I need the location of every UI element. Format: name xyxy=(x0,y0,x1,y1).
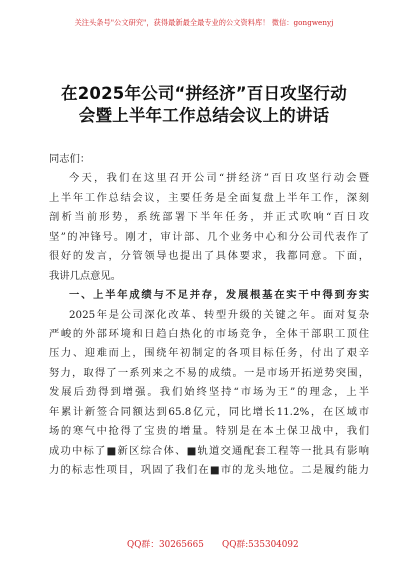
paragraph-2-line: 成功中标了■新区综合体、■轨道交通配套工程等一批具有影响 xyxy=(49,444,369,457)
document-body xyxy=(49,150,369,480)
footer-qq-group-2: QQ群:535304092 xyxy=(222,540,299,550)
document-title-line-2: 会暨上半年工作总结会议上的讲话 xyxy=(78,106,330,125)
top-banner: 关注头条号"公文研究"，获得最新最全最专业的公文资料库！ 微信：gongwenyj xyxy=(74,18,334,27)
paragraph-1-line: 我讲几点意见。 xyxy=(49,269,122,282)
section-heading-1: 一、上半年成绩与不足并存，发展根基在实干中得到夯实 xyxy=(69,289,369,302)
paragraph-2-line: 场的寒气中抢得了宝贵的增量。特别是在本土保卫战中，我们 xyxy=(49,425,369,438)
paragraph-2-line: 发展后劲得到增强。我们始终坚持“市场为王”的理念，上半 xyxy=(49,386,369,399)
footer-qq-group-1: QQ群：30265665 xyxy=(127,540,204,550)
paragraph-1-line: 很好的发言，分管领导也提出了具体要求，我都同意。下面， xyxy=(49,250,369,263)
paragraph-1-line: 今天，我们在这里召开公司“拼经济”百日攻坚行动会暨 xyxy=(69,172,369,185)
paragraph-2-line: 压力、迎难而上，围绕年初制定的各项目标任务，付出了艰辛 xyxy=(49,347,369,360)
paragraph-1-line: 上半年工作总结会议，主要任务是全面复盘上半年工作，深刻 xyxy=(49,191,369,204)
paragraph-2-line: 2025年是公司深化改革、转型升级的关键之年。面对复杂 xyxy=(69,308,369,321)
paragraph-2-line: 年累计新签合同额达到65.8亿元，同比增长11.2%，在区域市 xyxy=(49,405,369,418)
paragraph-2-line: 严峻的外部环境和日趋白热化的市场竞争，全体干部职工顶住 xyxy=(49,327,369,340)
paragraph-2-line: 力的标志性项目，巩固了我们在■市的龙头地位。二是履约能力 xyxy=(49,464,369,476)
paragraph-2-line: 努力，取得了一系列来之不易的成绩。一是市场开拓逆势突围， xyxy=(49,366,369,379)
salutation: 同志们： xyxy=(49,153,91,165)
paragraph-1-line: 剖析当前形势，系统部署下半年任务，并正式吹响“百日攻 xyxy=(49,211,369,224)
paragraph-1-line: 坚”的冲锋号。刚才，审计部、几个业务中心和分公司代表作了 xyxy=(49,230,369,243)
document-title-line-1: 在2025年公司“拼经济”百日攻坚行动 xyxy=(61,84,347,103)
